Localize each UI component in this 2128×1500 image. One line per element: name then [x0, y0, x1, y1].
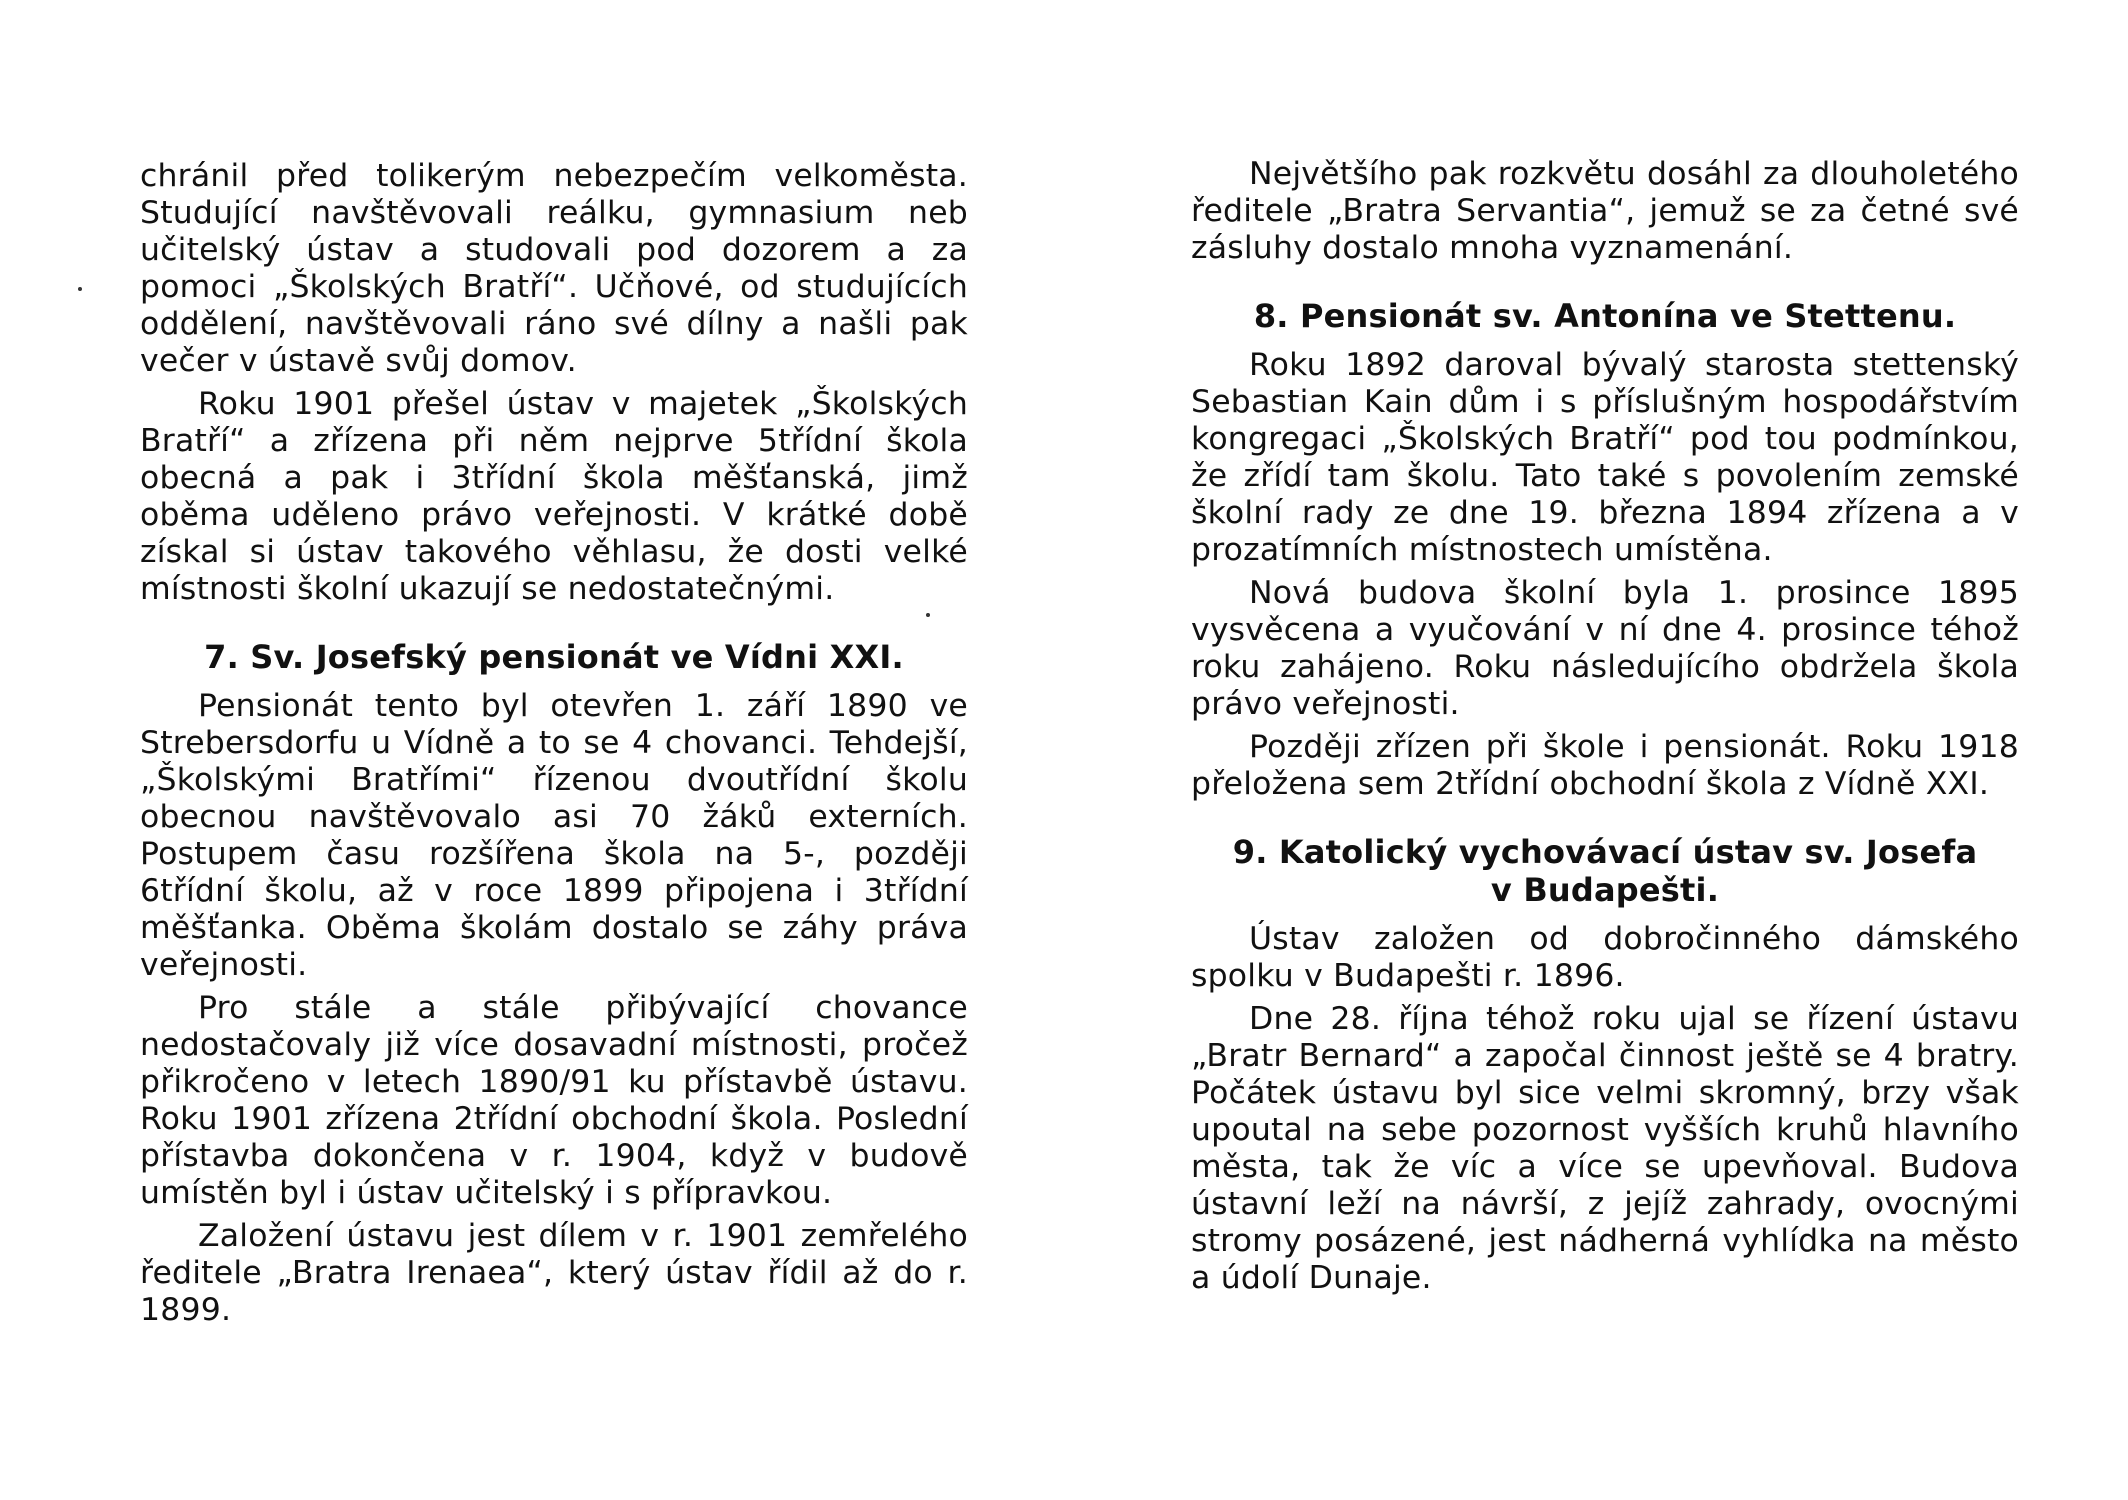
section-heading-8: 8. Pensionát sv. Antonína ve Stettenu. [1253, 297, 1957, 335]
paragraph-servantius: Největšího pak rozkvětu dosáhl za dlouholetého ředitele „Bratra Servantia“, jemuž se za četné své zásluhy dostalo mnoha vyznamenání. [1191, 156, 2019, 266]
scan-speck [78, 287, 82, 291]
paragraph-expansion: Pro stále a stále přibývající chovance nedostačovaly již více dosavadní místnosti, pročež přikročeno v letech 1890/91 ku přístavbě ústavu. Roku 1901 zřízena 2třídní obchodní škola. Poslední přístavba dokončena v r. 1904, když v budově umístěn byl i ústav učitelský i s přípravkou. [140, 990, 968, 1211]
scan-speck [926, 613, 930, 617]
paragraph-budapest-founding: Ústav založen od dobročinného dámského spolku v Budapešti r. 1896. [1191, 921, 2019, 994]
paragraph-founder: Založení ústavu jest dílem v r. 1901 zemřelého ředitele „Bratra Irenaea“, který ústav řídil až do r. 1899. [140, 1218, 968, 1328]
section-heading-9-line-2: v Budapešti. [1490, 871, 1720, 909]
paragraph-pensionat-opening: Pensionát tento byl otevřen 1. září 1890 ve Strebersdorfu u Vídně a to se 4 chovanci. Tehdejší, „Školskými Bratřími“ řízenou dvoutřídní školu obecnou navštěvovalo asi 70 žáků externích. Postupem času rozšířena škola na 5-, později 6třídní školu, až v roce 1899 připojena i 3třídní měšťanka. Oběma školám dostalo se záhy práva veřejnosti. [140, 688, 968, 983]
right-page [1064, 0, 2128, 1500]
paragraph-bernard: Dne 28. října téhož roku ujal se řízení ústavu „Bratr Bernard“ a započal činnost ještě se 4 bratry. Počátek ústavu byl sice velmi skromný, brzy však upoutal na sebe pozornost vyšších kruhů hlavního města, tak že víc a více se upevňoval. Budova ústavní leží na návrší, z jejíž zahrady, ovocnými stromy posázené, jest nádherná vyhlídka na město a údolí Dunaje. [1191, 1001, 2019, 1296]
paragraph-commercial-school: Později zřízen při škole i pensionát. Roku 1918 přeložena sem 2třídní obchodní škola z Vídně XXI. [1191, 729, 2019, 802]
section-heading-9-line-1: 9. Katolický vychovávací ústav sv. Josefa [1232, 833, 1978, 871]
left-page-text-column [140, 158, 968, 1335]
paragraph-stetten-gift: Roku 1892 daroval bývalý starosta stettenský Sebastian Kain dům i s příslušným hospodářstvím kongregaci „Školských Bratří“ pod tou podmínkou, že zřídí tam školu. Tato také s povolením zemské školní rady ze dne 19. března 1894 zřízena a v prozatímních místnostech umístěna. [1191, 347, 2019, 568]
section-heading-7: 7. Sv. Josefský pensionát ve Vídni XXI. [204, 638, 904, 676]
paragraph-new-building: Nová budova školní byla 1. prosince 1895 vysvěcena a vyučování v ní dne 4. prosince téhož roku zahájeno. Roku následujícího obdržela škola právo veřejnosti. [1191, 575, 2019, 722]
section-heading-9 [1191, 833, 2019, 909]
paragraph-1901-transfer: Roku 1901 přešel ústav v majetek „Školských Bratří“ a zřízena při něm nejprve 5třídní škola obecná a pak i 3třídní škola měšťanská, jimž oběma uděleno právo veřejnosti. V krátké době získal si ústav takového věhlasu, že dosti velké místnosti školní ukazují se nedostatečnými. [140, 386, 968, 607]
right-page-text-column [1191, 156, 2019, 1303]
paragraph-opening: chránil před tolikerým nebezpečím velkoměsta. Studující navštěvovali reálku, gymnasium neb učitelský ústav a studovali pod dozorem a za pomoci „Školských Bratří“. Učňové, od studujících oddělení, navštěvovali ráno své dílny a našli pak večer v ústavě svůj domov. [140, 158, 968, 379]
